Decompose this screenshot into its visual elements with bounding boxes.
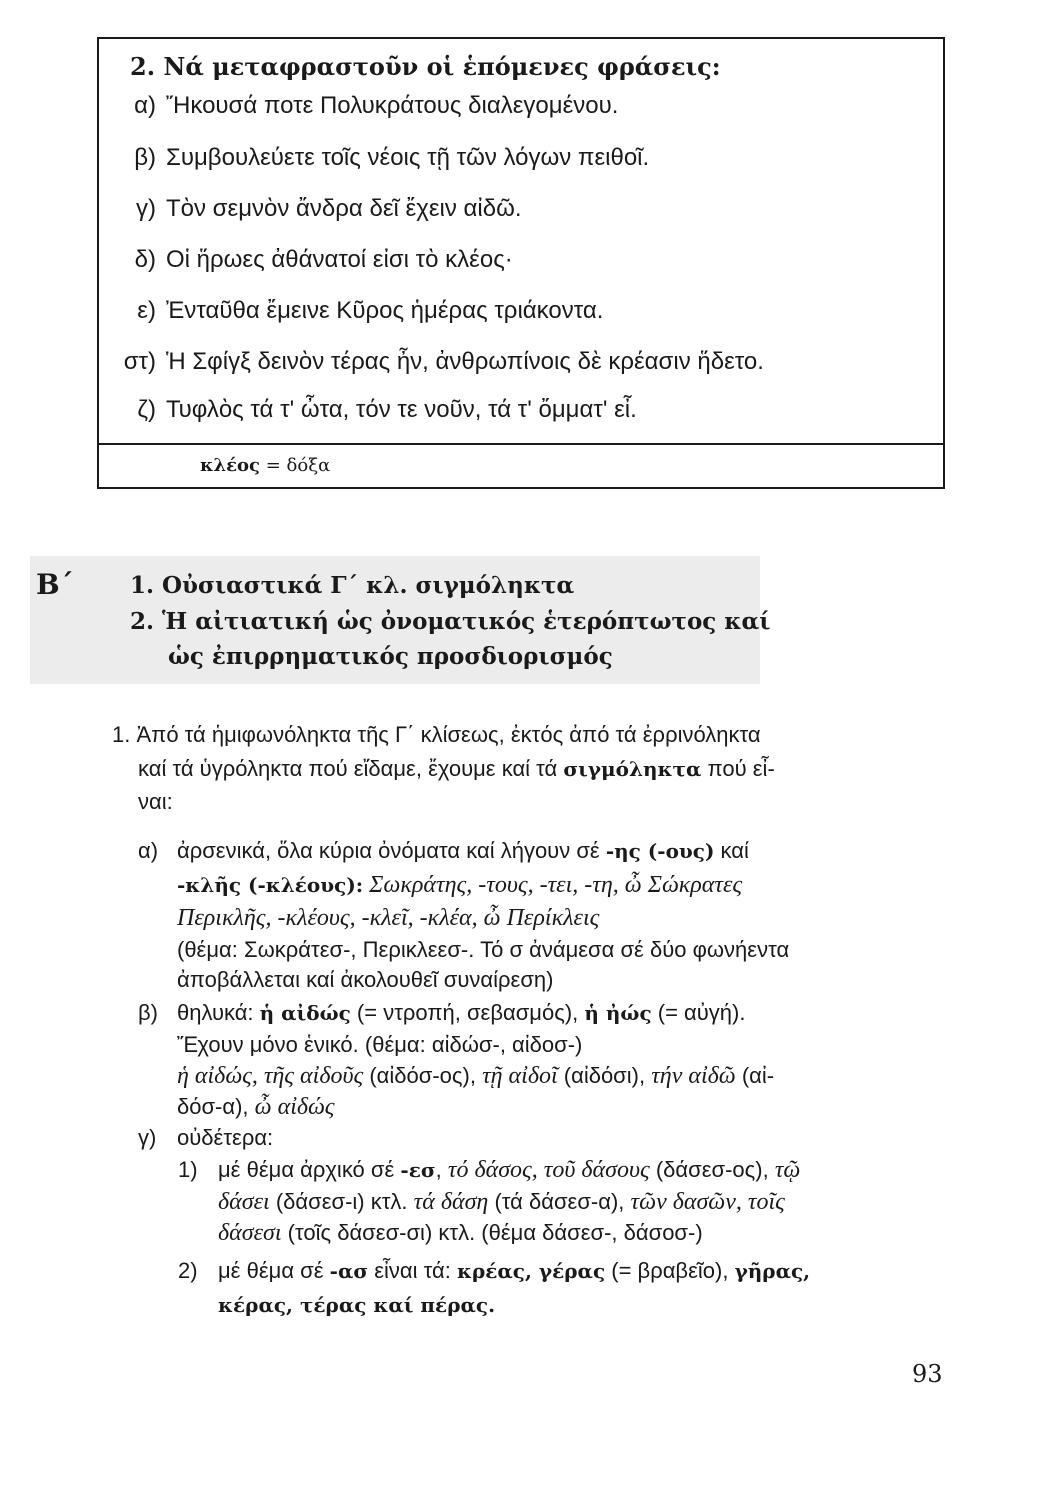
exercise-item-mark: α) <box>134 92 156 119</box>
box-divider <box>99 443 943 445</box>
bold-term: κέρας, τέρας καί πέρας. <box>218 1293 496 1317</box>
text-run: καί τά ὑγρόληκτα πού εἴδαμε, ἔχουμε καί τά <box>138 756 564 781</box>
text-run: μέ θέμα σέ <box>218 1258 330 1283</box>
gloss-definition: = δόξα <box>260 455 331 476</box>
paragraph-line <box>177 872 742 899</box>
exercise-item-mark: γ) <box>136 195 156 222</box>
italic-run: τῷ <box>774 1157 801 1183</box>
exercise-item-text: Τὸν σεμνὸν ἄνδρα δεῖ ἔχειν αἰδῶ. <box>166 195 522 222</box>
paragraph-line <box>218 1157 800 1184</box>
paragraph-line: 1. Ἀπό τά ἡμιφωνόληκτα τῆς Γ΄ κλίσεως, ἐκτός ἀπό τά ἐρρινόληκτα <box>112 722 761 747</box>
paragraph-line <box>218 1189 785 1216</box>
list-mark: γ) <box>138 1125 157 1150</box>
exercise-item-mark: στ) <box>123 348 156 375</box>
paragraph-line <box>218 1220 703 1247</box>
text-run: (αἰδόσι), <box>557 1063 652 1088</box>
italic-run: ὦ αἰδώς <box>254 1094 335 1120</box>
exercise-item-text: Τυφλὸς τά τ' ὦτα, τόν τε νοῦν, τά τ' ὄμματ' εἶ. <box>166 396 637 423</box>
bold-term: ἡ αἰδώς <box>259 1001 351 1025</box>
text-run: (αἰ- <box>735 1063 775 1088</box>
bold-term: -ης (-ους) <box>605 839 715 863</box>
text-run: εἶναι τά: <box>368 1258 457 1283</box>
paragraph-line <box>218 1292 495 1318</box>
italic-run: δάσεσι <box>218 1220 282 1246</box>
paragraph-line: (θέμα: Σωκράτεσ-, Περικλεεσ-. Τό σ ἀνάμεσα σέ δύο φωνήεντα <box>177 937 790 962</box>
bold-term: γῆρας, <box>734 1259 811 1283</box>
italic-run: ἡ αἰδώς, τῆς αἰδοῦς <box>177 1063 364 1089</box>
bold-term: -ασ <box>329 1259 369 1283</box>
bold-term: ἡ ἠώς <box>584 1001 652 1025</box>
paragraph-line <box>177 1000 745 1026</box>
text-run: ἀρσενικά, ὅλα κύρια ὀνόματα καί λήγουν σέ <box>177 838 606 863</box>
list-mark: 2) <box>178 1258 198 1283</box>
section-heading-2: 2. Ἡ αἰτιατική ὡς ὀνοματικός ἑτερόπτωτος καί <box>130 608 771 635</box>
italic-run: τό δάσος, τοῦ δάσους <box>447 1157 650 1183</box>
italic-run: δάσει <box>218 1189 270 1215</box>
exercise-item <box>110 348 764 376</box>
paragraph-line <box>177 1063 774 1090</box>
gloss <box>200 455 330 476</box>
paragraph-line: ναι: <box>138 789 173 814</box>
text-run: (αἰδόσ-ος), <box>363 1063 483 1088</box>
list-mark: β) <box>138 1000 158 1025</box>
text-run: θηλυκά: <box>177 1000 260 1025</box>
exercise-item <box>110 92 618 120</box>
text-run: (τοῖς δάσεσ-σι) κτλ. (θέμα δάσεσ-, δάσοσ-) <box>281 1220 703 1245</box>
section-heading-1: 1. Οὐσιαστικά Γ΄ κλ. σιγμόληκτα <box>130 572 575 599</box>
paragraph-line <box>177 905 599 932</box>
italic-run: τήν αἰδῶ <box>651 1063 736 1089</box>
exercise-item-mark: ζ) <box>137 396 156 423</box>
paragraph-line <box>218 1258 810 1284</box>
text-run: (δάσεσ-ι) κτλ. <box>269 1189 414 1214</box>
bold-term: -κλῆς (-κλέους): <box>177 873 364 897</box>
italic-run: Περικλῆς, -κλέους, -κλεῖ, -κλέα, ὦ Περίκλεις <box>177 905 600 931</box>
text-run: (= ντροπή, σεβασμός), <box>350 1000 585 1025</box>
exercise-item <box>110 246 513 274</box>
italic-run: τῇ αἰδοῖ <box>482 1063 558 1089</box>
exercise-item <box>110 195 522 223</box>
paragraph-line <box>177 838 749 864</box>
paragraph-line: οὐδέτερα: <box>177 1125 274 1150</box>
section-heading-3: ὡς ἐπιρρηματικός προσδιορισμός <box>168 643 613 670</box>
page-number: 93 <box>912 1360 943 1388</box>
text-run: , <box>435 1157 448 1182</box>
exercise-item-text: Συμβουλεύετε τοῖς νέοις τῇ τῶν λόγων πειθοῖ. <box>166 144 650 171</box>
text-run: (= αὐγή). <box>651 1000 746 1025</box>
paragraph-line: ἀποβάλλεται καί ἀκολουθεῖ συναίρεση) <box>177 967 554 992</box>
text-run: καί <box>714 838 749 863</box>
text-run: (δάσεσ-ος), <box>649 1157 775 1182</box>
text-run: δόσ-α), <box>177 1094 255 1119</box>
section-letter: Β΄ <box>36 568 74 601</box>
paragraph-line <box>138 756 775 782</box>
list-mark: 1) <box>178 1157 198 1182</box>
exercise-item-text: Ἤκουσά ποτε Πολυκράτους διαλεγομένου. <box>166 92 619 119</box>
text-run: μέ θέμα ἀρχικό σέ <box>218 1157 401 1182</box>
paragraph-line: Ἔχουν μόνο ἑνικό. (θέμα: αἰδώσ-, αἰδοσ-) <box>177 1032 583 1057</box>
exercise-item-text: Οἱ ἥρωες ἀθάνατοί εἰσι τὸ κλέος· <box>166 246 513 273</box>
exercise-item-mark: δ) <box>134 246 156 273</box>
text-run: (= βραβεῖο), <box>605 1258 735 1283</box>
text-run: (τά δάσεσ-α), <box>488 1189 631 1214</box>
exercise-item-mark: ε) <box>137 297 156 324</box>
italic-run: τά δάση <box>413 1189 489 1215</box>
bold-term: σιγμόληκτα <box>563 757 702 781</box>
italic-run: τῶν δασῶν, τοῖς <box>630 1189 785 1215</box>
italic-run: Σωκράτης, -τους, -τει, -τη, ὦ Σώκρατες <box>363 872 743 898</box>
exercise-title: 2. Νά μεταφραστοῦν οἱ ἑπόμενες φράσεις: <box>130 52 721 81</box>
exercise-item-mark: β) <box>134 144 156 171</box>
exercise-item <box>110 297 603 325</box>
list-mark: α) <box>138 838 159 863</box>
exercise-item <box>110 396 637 424</box>
text-run: πού εἶ- <box>701 756 775 781</box>
bold-term: κρέας, γέρας <box>456 1259 606 1283</box>
exercise-item-text: Ἡ Σφίγξ δεινὸν τέρας ἦν, ἀνθρωπίνοις δὲ κρέασιν ἥδετο. <box>166 348 764 375</box>
gloss-term: κλέος <box>200 455 261 476</box>
paragraph-line <box>177 1094 335 1121</box>
exercise-item <box>110 144 649 172</box>
bold-term: -εσ <box>400 1158 436 1182</box>
exercise-item-text: Ἐνταῦθα ἔμεινε Κῦρος ἡμέρας τριάκοντα. <box>166 297 604 324</box>
